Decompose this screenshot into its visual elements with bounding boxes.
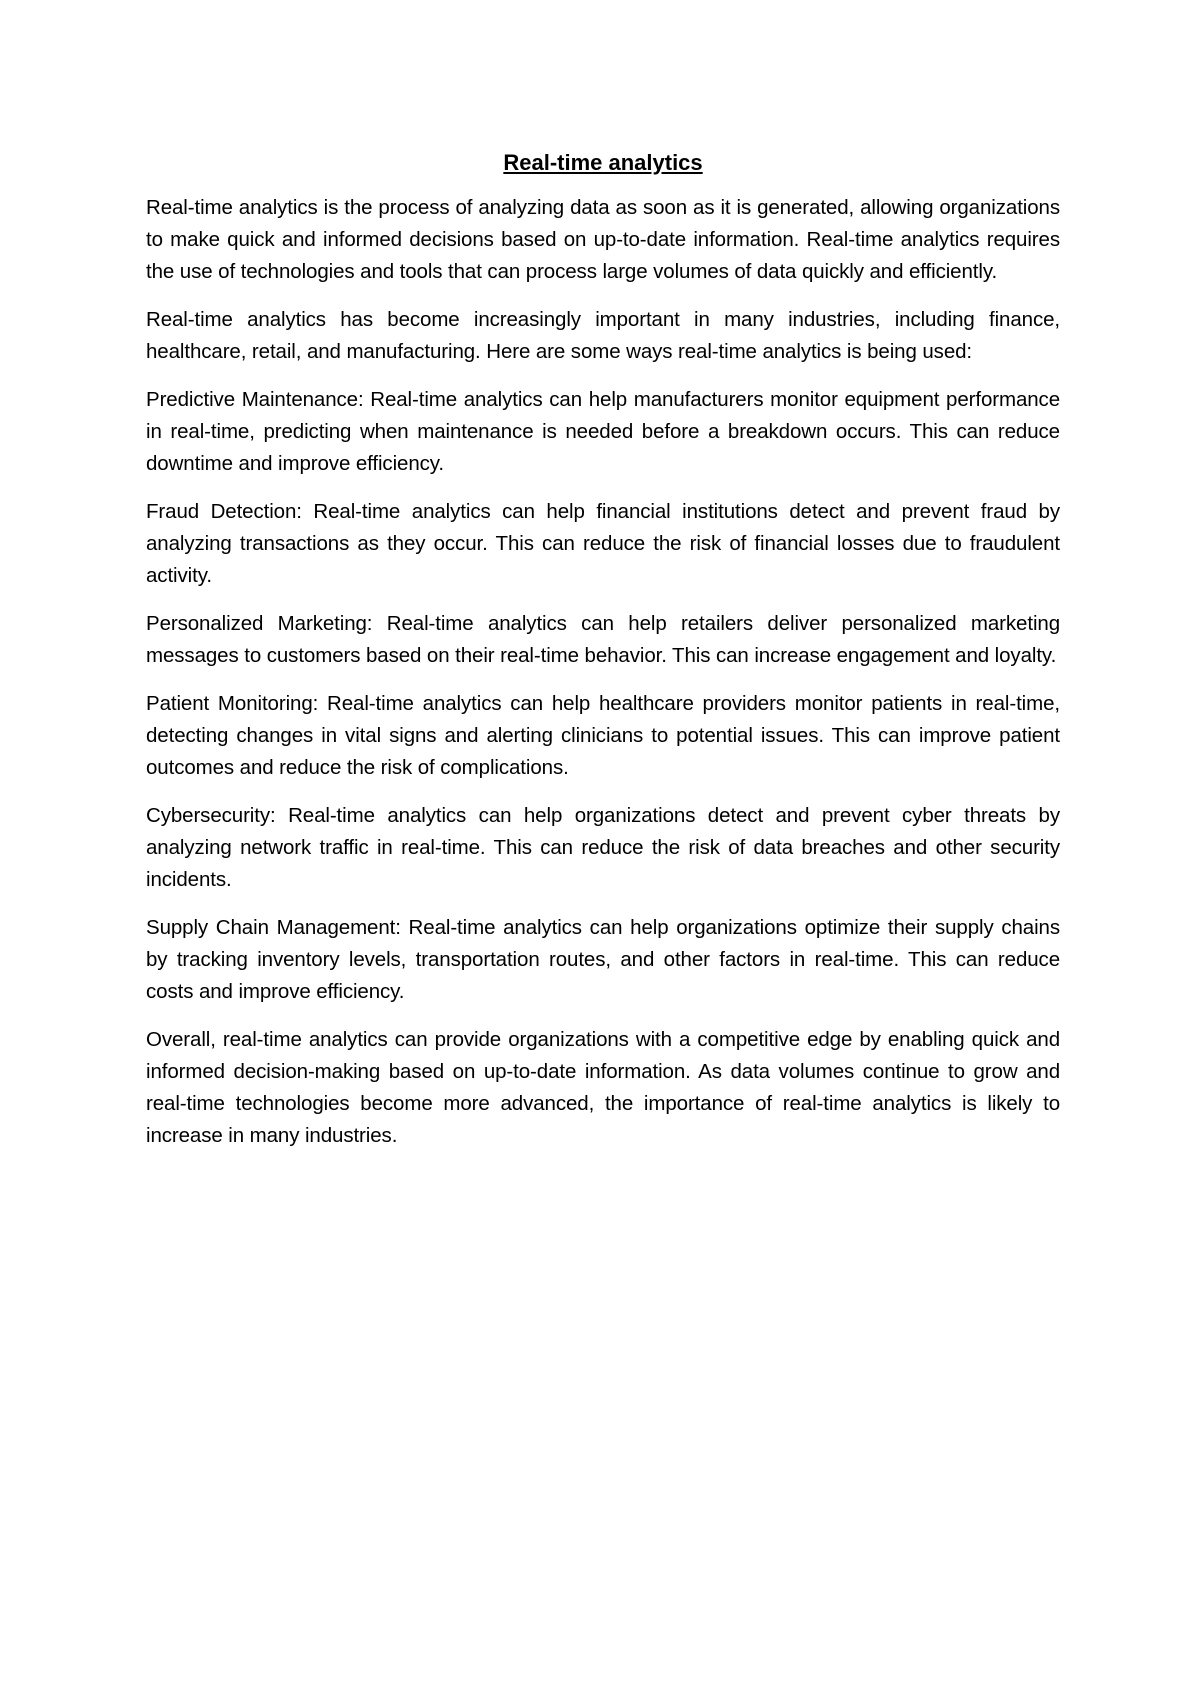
paragraph-fraud-detection: Fraud Detection: Real-time analytics can help financial institutions detect and prevent fraud by analyzing transactions as they occur. This can reduce the risk of financial losses due to fraudulent activity.	[146, 500, 1060, 587]
document-title: Real-time analytics	[503, 150, 703, 175]
paragraph-conclusion: Overall, real-time analytics can provide organizations with a competitive edge by enabling quick and informed decision-making based on up-to-date information. As data volumes continue to grow and real-time technologies become more advanced, the importance of real-time analytics is likely to increase in many industries.	[146, 1028, 1060, 1147]
paragraph-cybersecurity: Cybersecurity: Real-time analytics can help organizations detect and prevent cyber threats by analyzing network traffic in real-time. This can reduce the risk of data breaches and other security incidents.	[146, 804, 1060, 891]
paragraph-predictive-maintenance: Predictive Maintenance: Real-time analytics can help manufacturers monitor equipment performance in real-time, predicting when maintenance is needed before a breakdown occurs. This can reduce downtime and improve efficiency.	[146, 388, 1060, 475]
document-body	[146, 146, 1060, 1168]
paragraph-supply-chain: Supply Chain Management: Real-time analytics can help organizations optimize their supply chains by tracking inventory levels, transportation routes, and other factors in real-time. This can reduce costs and improve efficiency.	[146, 916, 1060, 1003]
paragraph-patient-monitoring: Patient Monitoring: Real-time analytics can help healthcare providers monitor patients in real-time, detecting changes in vital signs and alerting clinicians to potential issues. This can improve patient outcomes and reduce the risk of complications.	[146, 692, 1060, 779]
paragraph-intro: Real-time analytics is the process of analyzing data as soon as it is generated, allowing organizations to make quick and informed decisions based on up-to-date information. Real-time analytics requires the use of technologies and tools that can process large volumes of data quickly and efficiently.	[146, 196, 1060, 283]
paragraph-importance: Real-time analytics has become increasingly important in many industries, including finance, healthcare, retail, and manufacturing. Here are some ways real-time analytics is being used:	[146, 308, 1060, 363]
paragraph-personalized-marketing: Personalized Marketing: Real-time analytics can help retailers deliver personalized marketing messages to customers based on their real-time behavior. This can increase engagement and loyalty.	[146, 612, 1060, 667]
